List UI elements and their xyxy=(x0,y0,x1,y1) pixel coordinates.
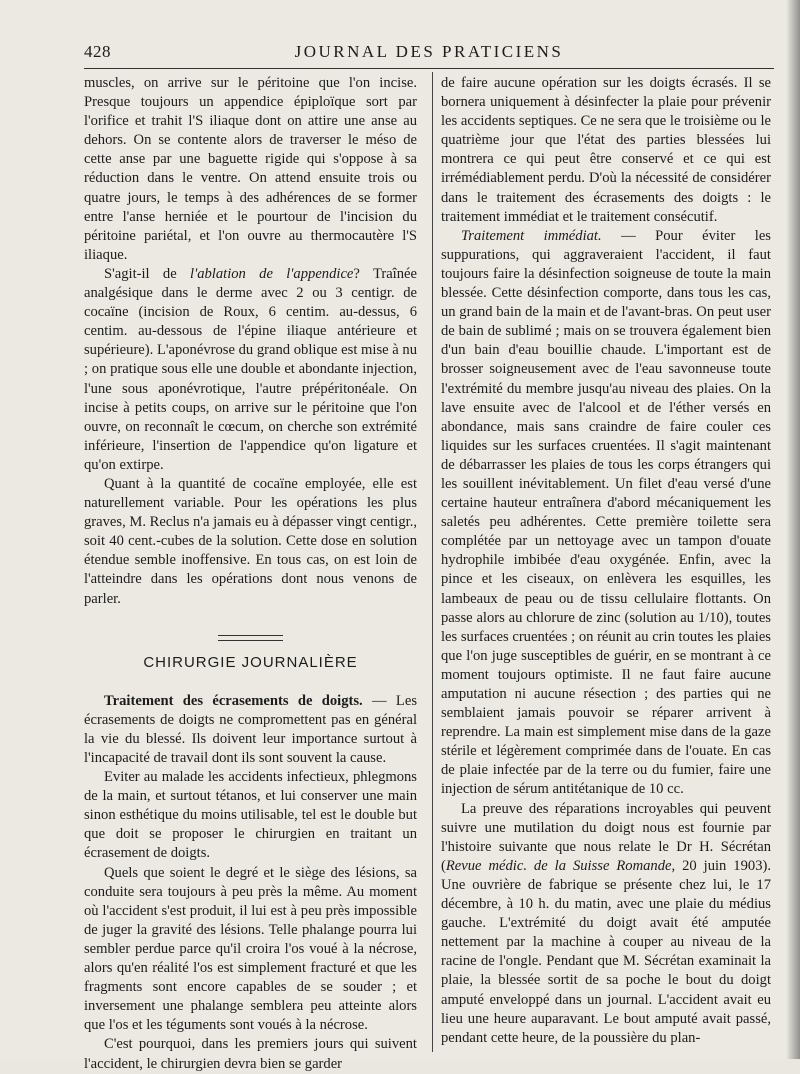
paragraph: Quant à la quantité de cocaïne employée, elle est naturellement variable. Pour les opérations les plus graves, M. Reclus n'a jamais eu à dépasser vingt centigr., soit 40 cent.-cubes de la solution. Cette dose en solution étendue semble inoffensive. En tous cas, on est loin de l'atteindre dans les opérations dont nous venons de parler. xyxy=(84,475,417,607)
paragraph-text: ? Traînée analgésique dans le derme avec 2 ou 3 centigr. de cocaïne (incision de Roux, 6 centim. au-dessus, 6 centim. au-dessous de l'épine iliaque antérieure et supérieure). L'aponévrose du grand oblique est mise à nu ; on pratique sous elle une double et abondante injection, l'une sous aponévrotique, l'autre prépéritonéale. On incise à petits coups, on arrive sur le péritoine que l'on ouvre, on reconnaît le cœcum, on cherche son extrémité inférieure, l'insertion de l'appendice qu'on ligature et qu'on extirpe. xyxy=(84,265,417,473)
paragraph-text: — Pour éviter les suppurations, qui aggraveraient l'accident, il faut toujours faire la désinfection soigneuse de toute la main blessée. Cette désinfection comporte, dans tous les cas, un grand bain de la main et de l'avant-bras. On peut user de bain de sublimé ; mais on se trouvera également bien d'un bain d'eau bouillie chaude. L'important est de brosser soigneusement avec de l'eau savonneuse toute l'extrémité du membre jusqu'au niveau des plaies. On la lave ensuite avec de l'alcool et de l'éther versés en abondance, mais sans craindre de faire couler ces liquides sur les surfaces cruentées. Il s'agit maintenant de débarrasser les plaies de tous les corps étrangers qui les souillent inévitablement. Un filet d'eau versé d'une certaine hauteur entraînera d'abord mécaniquement les saletés peu adhérentes. Cette première toilette sera complétée par un nettoyage avec un tampon d'ouate hydrophile imbibée d'eau oxygénée. Enfin, avec la pince et les ciseaux, on enlèvera les esquilles, les lambeaux de peau ou de tissu cellulaire flottants. On passe alors au chlorure de zinc (solution au 1/10), toutes les surfaces cruentées ; on réunit au crin toutes les plaies que l'on juge susceptibles de guérir, en se montrant à ce moment toujours optimiste. Il ne faut faire aucune amputation ni aucune résection ; des parties qui ne semblaient jamais pouvoir se réparer arrivent à reprendre. La main est simplement mise dans de la gaze stérile et légèrement comprimée dans de l'ouate. En cas de plaie infectée par de la terre ou du fumier, faire une injection de sérum antitétanique de 10 cc. xyxy=(441,227,771,798)
section-header xyxy=(84,635,417,672)
left-column xyxy=(84,74,417,1074)
paragraph: C'est pourquoi, dans les premiers jours qui suivent l'accident, le chirurgien devra bien se garder xyxy=(84,1036,417,1072)
article-title: Traitement des écrasements de doigts. xyxy=(104,692,363,709)
citation-title: Revue médic. de la Suisse Romande xyxy=(445,857,672,874)
paragraph xyxy=(441,800,771,1048)
page-header xyxy=(84,42,774,66)
section-rule xyxy=(218,635,283,641)
paragraph xyxy=(441,227,771,800)
paragraph-text: , 20 juin 1903). Une ouvrière de fabrique se présente chez lui, le 17 décembre, à 10 h. du matin, avec une plaie du médius gauche. L'extrémité du doigt avait été amputée nettement par la machine à couper au niveau de la racine de l'ongle. Pendant que M. Sécrétan examinait la plaie, la blessée sortit de sa poche le bout du doigt amputé enveloppé dans un journal. L'accident avait eu lieu une heure auparavant. Le bout amputé avait passé, pendant cette heure, de la poussière du plan- xyxy=(441,857,771,1046)
paragraph: Eviter au malade les accidents infectieux, phlegmons de la main, et surtout tétanos, et lui conserver une main sinon esthétique du moins utilisable, tel est le double but que doit se proposer le chirurgien en traitant un écrasement de doigts. xyxy=(84,769,417,862)
subsection-title: Traitement immédiat. xyxy=(461,227,602,244)
paragraph: Quels que soient le degré et le siège des lésions, sa conduite sera toujours à peu près la même. Au moment où l'accident s'est produit, il lui est à peu près impossible de juger la gravité des lésions. Telle phalange pourra lui sembler perdue parce qu'il croira l'os voué à la nécrose, alors qu'en réalité l'os est simplement fracturé et que les fragments sont encore capables de se souder ; et inversement une phalange semblera peu atteinte alors que l'os et les téguments sont voués à la nécrose. xyxy=(84,864,417,1034)
paragraph xyxy=(84,692,417,768)
running-head: JOURNAL DES PRATICIENS xyxy=(294,42,564,61)
paragraph: de faire aucune opération sur les doigts écrasés. Il se bornera uniquement à désinfecter la plaie pour prévenir les accidents septiques. Ce ne sera que le troisième ou le quatrième jour que l'état des parties blessées lui montrera ce qui peut être conservé et ce qui est irrémédiablement perdu. D'où la nécessité de considérer dans le traitement des écrasements des doigts : le traitement immédiat et le traitement consécutif. xyxy=(441,75,771,225)
paragraph xyxy=(84,265,417,475)
paragraph: muscles, on arrive sur le péritoine que l'on incise. Presque toujours un appendice épiploïque sort par l'orifice et trahit l'S iliaque dont on attire une anse au dehors. On se contente alors de traverser le méso de cette anse par une baguette rigide qui s'oppose à sa réduction dans le ventre. On attend ensuite trois ou quatre jours, le temps à des adhérences de se former entre l'anse herniée et le pourtour de l'incision du péritoine pariétal, et l'on ouvre au thermocautère l'S iliaque. xyxy=(84,75,417,263)
page-edge-shadow xyxy=(786,0,800,1059)
page-number: 428 xyxy=(84,42,111,61)
section-heading: CHIRURGIE JOURNALIÈRE xyxy=(143,653,358,671)
paragraph-text: — Les écrasements de doigts ne compromettent pas en général la vie du blessé. Ils doivent leur importance surtout à l'incapacité de travail dont ils sont souvent la cause. xyxy=(84,692,418,766)
paragraph-text: La preuve des réparations incroyables qui peuvent suivre une mutilation du doigt nous est fournie par l'histoire suivante que nous relate le Dr H. Sécrétan ( xyxy=(441,800,771,874)
header-rule xyxy=(84,68,774,69)
emphasis-text: l'ablation de l'appendice xyxy=(190,265,354,282)
paragraph-text: S'agit-il de xyxy=(104,265,191,282)
right-column xyxy=(441,74,771,1048)
column-divider xyxy=(432,72,433,1052)
